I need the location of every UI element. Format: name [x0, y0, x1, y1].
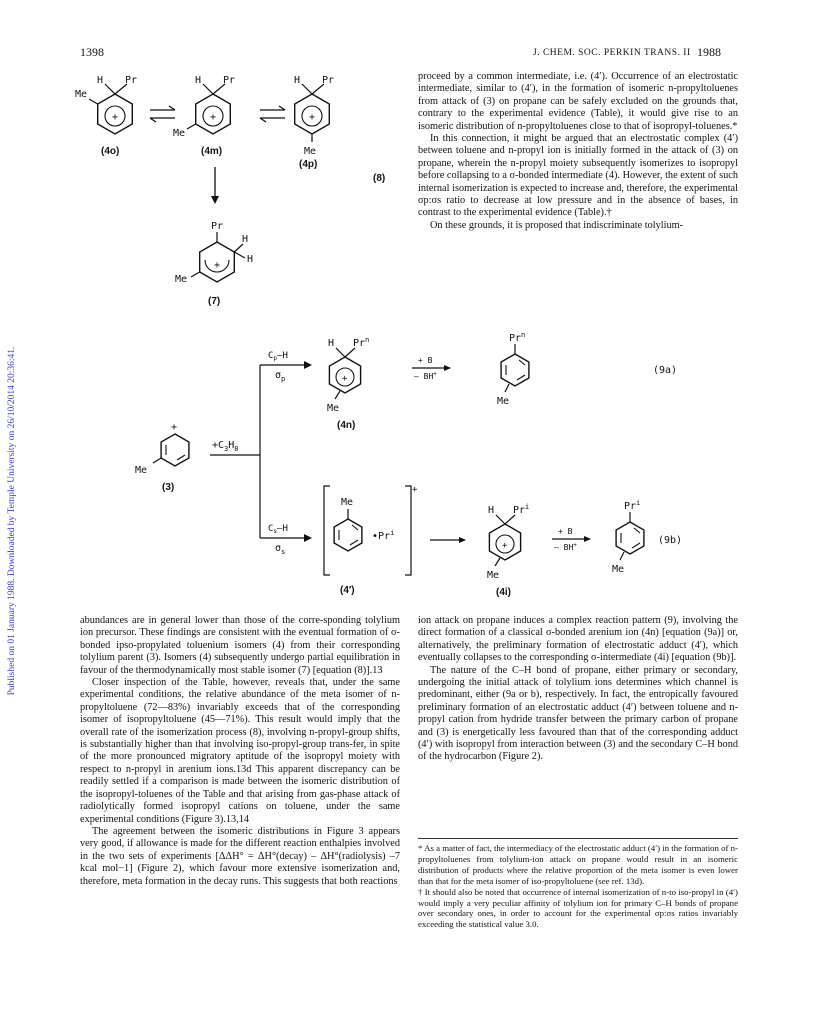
- structure-4i: [487, 503, 529, 581]
- equation-number-9a: (9a): [653, 365, 678, 376]
- atom-me-label: Me: [173, 128, 186, 139]
- equation-number-8: (8): [373, 173, 386, 184]
- sigma-p-label: $\sigma_p$: [275, 370, 286, 383]
- journal-year: 1988: [697, 45, 721, 59]
- footnotes: [418, 843, 738, 930]
- atom-h-label: H: [328, 338, 335, 349]
- structure-4m: [173, 75, 235, 139]
- sigma-s-label: $\sigma_s$: [275, 543, 286, 556]
- structure-4prime: [324, 485, 418, 575]
- atom-h-label: H: [247, 254, 254, 265]
- footnote-divider: [418, 838, 738, 839]
- structure-n-propyltoluene: [497, 331, 529, 407]
- base-removal-label: – BH+: [414, 371, 437, 381]
- charge-label: +: [309, 112, 316, 123]
- atom-me-label: Me: [75, 89, 88, 100]
- paragraph: In this connection, it might be argued that an electrostatic complex (4′) between toluene and n-propyl ion is initially formed in the attack of (3) on propane, wherein the n-propyl moiety subsequently isomerizes to isopropyl before collapsing to a σ-bonded intermediate (4). However, the extent of such internal isomerization is expected to increase and, therefore, the experimental σp:σs ratio to decrease at low pressure and in the absence of bases, in contrast to the experimental evidence (Table).†: [418, 133, 738, 219]
- atom-me-label: Me: [175, 274, 188, 285]
- equilibrium-arrow: [260, 106, 285, 122]
- paragraph: ion attack on propane induces a complex reaction pattern (9), involving the direct formation of a classical σ-bonded arenium ion (4n) [equation (9a)] or, alternatively, the preliminary formation of electrostatic adduct (4′), which eventually collapses to the corresponding σ-intermediate (4i) [equation (9b)].: [418, 615, 738, 664]
- atom-h-label: H: [97, 75, 104, 86]
- atom-pr-label: Pr: [125, 75, 138, 86]
- atom-me-label: Me: [487, 570, 500, 581]
- atom-me-label: Me: [341, 497, 354, 508]
- atom-prn-label: Pr$^n$: [509, 331, 526, 344]
- charge-label: +: [112, 112, 119, 123]
- left-column-text: [80, 615, 400, 888]
- base-add-label: + B: [418, 356, 433, 365]
- reagent-propane-label: $+C_3H_8$: [212, 440, 239, 453]
- atom-pri-label: Pr$^i$: [513, 503, 530, 516]
- isopropyl-cation-label: •Pr$^i$: [372, 529, 395, 542]
- base-removal-label: – BH+: [554, 542, 577, 552]
- atom-pr-label: Pr: [211, 221, 224, 232]
- atom-h-label: H: [195, 75, 202, 86]
- structure-4o: [75, 75, 137, 134]
- compound-label-7: (7): [208, 296, 221, 307]
- equilibrium-arrow: [150, 106, 175, 122]
- atom-h-label: H: [488, 505, 495, 516]
- footnote: * As a matter of fact, the intermediacy of the electrostatic adduct (4′) in the formation of n-propyltoluenes from tolylium-ion attack on propane would result in an isomeric distribution of products where the relative proportion of the meta isomer is even lower than that for the meta isomer of iso-propyltoluene (see ref. 13d).: [418, 843, 738, 886]
- cs-h-label: $C_s-H$: [268, 524, 288, 535]
- equation-number-9b: (9b): [658, 535, 683, 546]
- scheme-8-figure: [75, 62, 415, 322]
- charge-label: +: [214, 260, 221, 271]
- atom-h-label: H: [294, 75, 301, 86]
- atom-me-label: Me: [497, 396, 510, 407]
- charge-label: +: [171, 422, 178, 433]
- atom-me-label: Me: [327, 403, 340, 414]
- paragraph: proceed by a common intermediate, i.e. (4′). Occurrence of an electrostatic intermediate, similar to (4′), in the formation of isomeric n-propyltoluenes from attack of (3) on propane can be safely excluded on the grounds that, contrary to the experimental evidence (Table), it would give rise to an isomeric distribution of n-propyltoluenes close to that of isopropyl-toluenes.*: [418, 71, 738, 132]
- paragraph: The nature of the C–H bond of propane, either primary or secondary, undergoing the initial attack of tolylium ions determines which channel is predominant, either (9a or b), respectively. In fact, the entropically favoured preliminary formation of an electrostatic adduct (4′) between toluene and n-propyl cation from hydride transfer between the primary carbon of propane and (3) is energetically less favoured than that of the corresponding adduct (4′) with isopropyl from interaction between (3) and the secondary C–H bond of the hydrocarbon (Figure 2).: [418, 664, 738, 763]
- paragraph: abundances are in general lower than those of the corre-sponding tolylium ion precursor. These findings are consistent with the eventual formation of σ-bonded ipso-propylated toluenium isomers (4) from their corresponding tolylium parent (3). Isomers (4) subsequently undergo partial equilibration in favour of the thermodynamically most stable isomer (7) [equation (8)].13: [80, 615, 400, 676]
- cp-h-label: $C_p-H$: [268, 351, 288, 362]
- compound-label-4m: (4m): [201, 146, 223, 157]
- atom-pr-label: Pr: [223, 75, 236, 86]
- atom-h-label: H: [242, 234, 249, 245]
- compound-label-4i: (4i): [496, 587, 511, 598]
- download-sidebar-note: Published on 01 January 1988. Downloaded by Temple University on 26/10/2014 20:36:41.: [7, 346, 17, 696]
- paragraph: Closer inspection of the Table, however, reveals that, under the same experimental conditions, the relative abundance of the meta isomer of n-propyltoluene (72—83%) invariably exceeds that of the corresponding isomer of isopropyltoluene (45—71%). This result would imply that the overall rate of the isomerization process (8), involving n-propyl-group shifts, is substantially higher than that involving iso-propyl-group trans-fer, in spite of the more pronounced migratory aptitude of the isopropyl moiety with respect to n-propyl in arenium ions.13d This apparent discrepancy can be readily settled if a comparison is made between the isomeric distribution of the isopropyl-toluenes of the Table and that arising from gas-phase attack of radiolytically formed isopropyl cations on toluene, under the same experimental conditions (Figure 3).13,14: [80, 677, 400, 825]
- structure-7: [175, 221, 253, 285]
- atom-pr-label: Pr: [322, 75, 335, 86]
- atom-me-label: Me: [304, 146, 317, 157]
- charge-label: +: [210, 112, 217, 123]
- compound-label-4prime: (4′): [340, 585, 355, 596]
- paragraph: The agreement between the isomeric distributions in Figure 3 appears very good, if allowance is made for the different reaction enthalpies involved in the two sets of experiments [ΔΔH° = ΔH°(decay) – ΔH°(radiolysis) –7 kcal mol−1] (Figure 2), which favour more extensive isomerization and, therefore, meta formation in the decay runs. This suggests that both reactions: [80, 825, 400, 887]
- charge-label: +: [342, 374, 348, 384]
- compound-label-4p: (4p): [299, 159, 318, 170]
- scheme-9-figure: [120, 310, 720, 605]
- atom-pri-label: Pr$^i$: [624, 499, 641, 512]
- compound-label-4n: (4n): [337, 420, 356, 431]
- atom-me-label: Me: [612, 564, 625, 575]
- charge-label: +: [502, 541, 508, 551]
- compound-label-4o: (4o): [101, 146, 120, 157]
- page-number: 1398: [80, 45, 104, 59]
- reaction-arrow-down: [211, 167, 219, 204]
- structure-4n: [327, 336, 369, 414]
- structure-isopropyltoluene: [612, 499, 644, 575]
- paragraph: On these grounds, it is proposed that indiscriminate tolylium-: [430, 219, 684, 231]
- atom-me-label: Me: [135, 465, 148, 476]
- structure-4p: [294, 75, 334, 157]
- atom-prn-label: Pr$^n$: [353, 336, 370, 349]
- structure-3: [135, 422, 189, 476]
- compound-label-3: (3): [162, 482, 175, 493]
- footnote: † It should also be noted that occurrence of internal isomerization of n-to iso-propyl in (4′) would imply a very peculiar affinity of tolylium ion for primary C–H bonds of propane over secondary ones, in order to account for the experimental σp:σs ratios invariably exceeding the statistical value 3.0.: [418, 886, 738, 930]
- right-column-text: [418, 615, 738, 764]
- charge-label: +: [412, 485, 418, 495]
- journal-title: J. CHEM. SOC. PERKIN TRANS. II: [533, 48, 691, 58]
- base-add-label: + B: [558, 527, 573, 536]
- right-column-top-text: [418, 71, 738, 232]
